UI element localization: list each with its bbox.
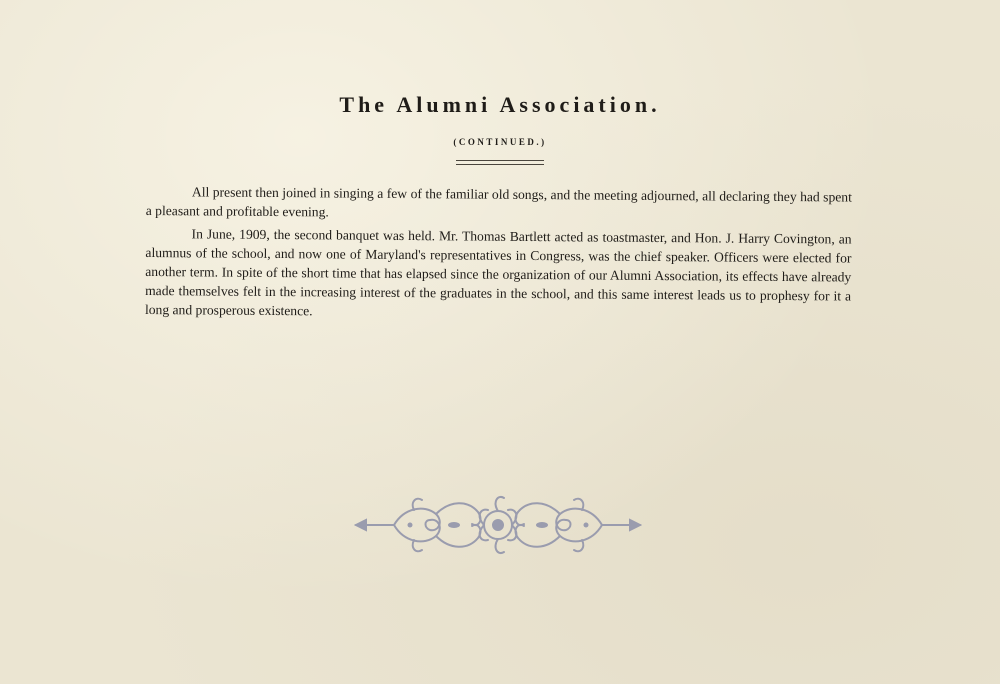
title-divider [456,160,544,165]
decorative-ornament-icon [354,490,642,560]
paragraph-2: In June, 1909, the second banquet was held. Mr. Thomas Bartlett acted as toastmaster, and Hon. J. Harry Covington, an alumnus of the school, and now one of Maryland's representatives in Congress, was the chief speaker. Officers were elected for another term. In spite of the short time that has elapsed since the organization of our Alumni Association, its effects have already made themselves felt in the increasing interest of the graduates in the school, and this same interest leads us to prophesy for it a long and prosperous existence. [144,226,852,319]
article-body [145,182,852,329]
paragraph-1: All present then joined in singing a few of the familiar old songs, and the meeting adjourned, all declaring they had spent a pleasant and profitable evening. [145,184,852,220]
page-title: The Alumni Association. [339,92,661,117]
page-subtitle: (CONTINUED.) [453,137,547,147]
